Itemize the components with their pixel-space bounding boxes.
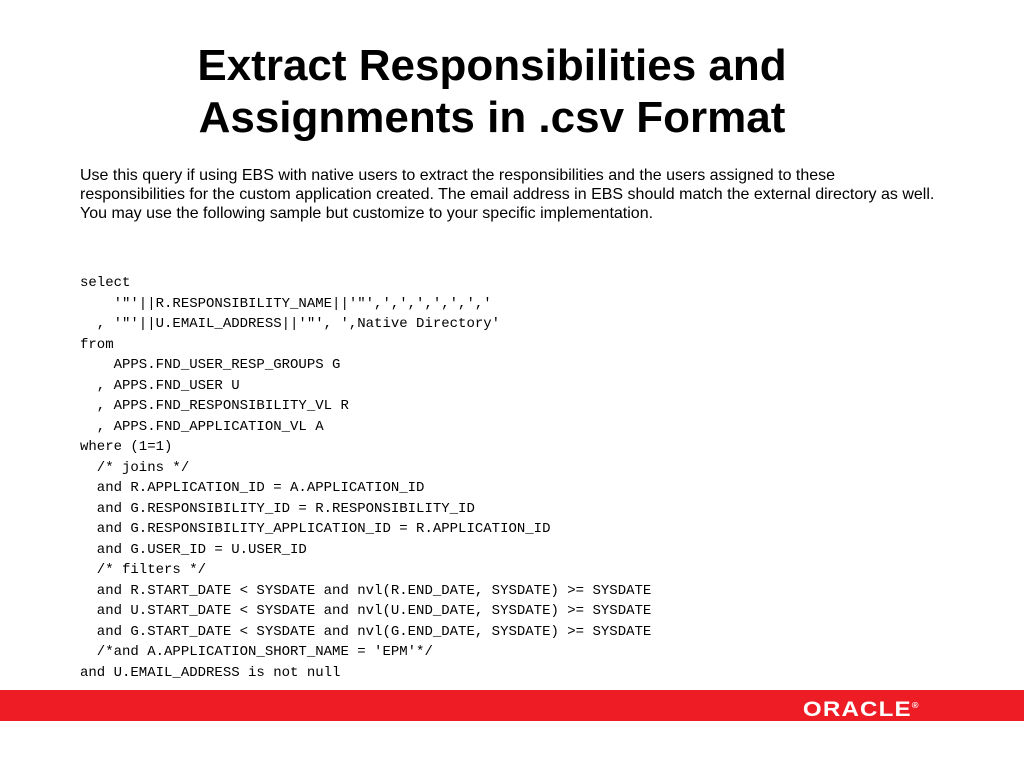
code-line: , APPS.FND_APPLICATION_VL A (80, 418, 324, 435)
sql-code-block (80, 273, 651, 683)
code-line: /* filters */ (80, 562, 207, 578)
code-line: /*and A.APPLICATION_SHORT_NAME = 'EPM'*/ (80, 644, 433, 660)
code-line: , APPS.FND_USER U (80, 377, 240, 394)
oracle-logo (803, 694, 919, 721)
code-line: and R.APPLICATION_ID = A.APPLICATION_ID (80, 480, 425, 496)
code-line: , APPS.FND_RESPONSIBILITY_VL R (80, 398, 349, 414)
slide-title-line-2: Assignments in .csv Format (198, 93, 786, 142)
slide-title (0, 40, 984, 144)
oracle-logo-text: ORACLE (803, 698, 913, 721)
code-line: from (80, 336, 114, 353)
code-line: and R.START_DATE < SYSDATE and nvl(R.END_DATE, SYSDATE) >= SYSDATE (80, 582, 652, 599)
code-line: where (1=1) (80, 439, 173, 455)
code-line: '"'||R.RESPONSIBILITY_NAME||'"',',',',',',',' (80, 295, 492, 312)
code-line: APPS.FND_USER_RESP_GROUPS G (80, 357, 341, 373)
code-line: select (80, 275, 131, 291)
intro-paragraph: Use this query if using EBS with native users to extract the responsibilities and the users assigned to these responsibilities for the custom application created. The email address in EBS should match the external directory as well. You may use the following sample but customize to your specific implementation. (80, 167, 935, 222)
code-line: and G.RESPONSIBILITY_ID = R.RESPONSIBILITY_ID (80, 500, 475, 517)
code-line: and G.START_DATE < SYSDATE and nvl(G.END_DATE, SYSDATE) >= SYSDATE (80, 623, 652, 640)
code-line: and G.RESPONSIBILITY_APPLICATION_ID = R.APPLICATION_ID (80, 521, 551, 537)
code-line: and U.EMAIL_ADDRESS is not null (80, 664, 341, 681)
code-line: , '"'||U.EMAIL_ADDRESS||'"', ',Native Directory' (80, 316, 501, 332)
registered-mark: ® (912, 701, 919, 710)
code-line: and G.USER_ID = U.USER_ID (80, 541, 307, 558)
footer-bar (0, 690, 1024, 721)
slide-title-line-1: Extract Responsibilities and (197, 41, 787, 90)
code-line: and U.START_DATE < SYSDATE and nvl(U.END_DATE, SYSDATE) >= SYSDATE (80, 603, 652, 619)
code-line: /* joins */ (80, 459, 190, 476)
